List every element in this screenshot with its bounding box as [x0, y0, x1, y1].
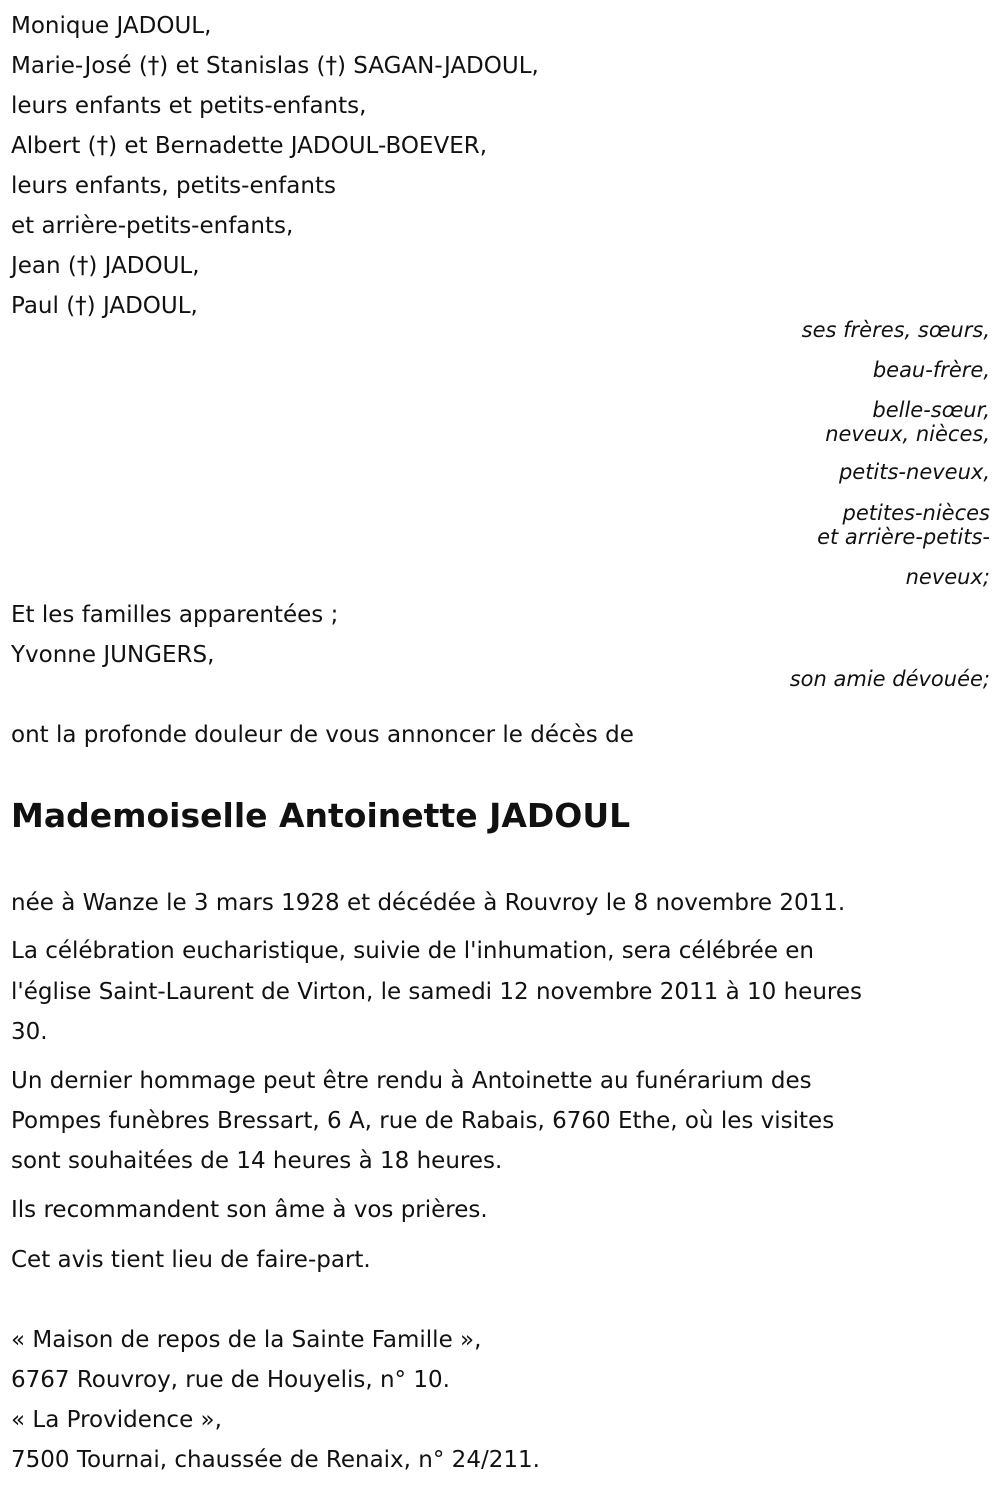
relation-line: neveux, nièces, — [825, 422, 990, 446]
relation-line: beau-frère, — [872, 358, 990, 382]
family-line: Jean (†) JADOUL, — [11, 253, 200, 279]
address-line: « La Providence », — [11, 1407, 222, 1433]
body-line: l'église Saint-Laurent de Virton, le samedi 12 novembre 2011 à 10 heures — [11, 979, 862, 1005]
body-line: Un dernier hommage peut être rendu à Antoinette au funérarium des — [11, 1068, 812, 1094]
families-line: Et les familles apparentées ; — [11, 602, 339, 628]
family-line: et arrière-petits-enfants, — [11, 213, 294, 239]
address-line: 7500 Tournai, chaussée de Renaix, n° 24/211. — [11, 1447, 540, 1473]
body-line: née à Wanze le 3 mars 1928 et décédée à Rouvroy le 8 novembre 2011. — [11, 890, 846, 916]
relation-line: petits-neveux, — [838, 460, 990, 484]
family-line: leurs enfants et petits-enfants, — [11, 93, 367, 119]
relation-line: neveux; — [905, 565, 990, 589]
relation-line: et arrière-petits- — [817, 525, 990, 549]
family-line: Marie-José (†) et Stanislas (†) SAGAN-JADOUL, — [11, 53, 539, 79]
address-line: « Maison de repos de la Sainte Famille », — [11, 1327, 482, 1353]
family-line: leurs enfants, petits-enfants — [11, 173, 336, 199]
deceased-name: Mademoiselle Antoinette JADOUL — [11, 796, 631, 835]
body-line: sont souhaitées de 14 heures à 18 heures. — [11, 1148, 503, 1174]
friend-name: Yvonne JUNGERS, — [11, 642, 215, 668]
body-line: La célébration eucharistique, suivie de l'inhumation, sera célébrée en — [11, 938, 815, 964]
body-line: Cet avis tient lieu de faire-part. — [11, 1247, 371, 1273]
address-line: 6767 Rouvroy, rue de Houyelis, n° 10. — [11, 1367, 450, 1393]
family-line: Albert (†) et Bernadette JADOUL-BOEVER, — [11, 133, 488, 159]
announcement: ont la profonde douleur de vous annoncer le décès de — [11, 722, 634, 748]
body-line: Pompes funèbres Bressart, 6 A, rue de Rabais, 6760 Ethe, où les visites — [11, 1108, 835, 1134]
body-line: Ils recommandent son âme à vos prières. — [11, 1197, 488, 1223]
family-line: Monique JADOUL, — [11, 13, 212, 39]
body-line: 30. — [11, 1019, 48, 1045]
friend-relation: son amie dévouée; — [789, 667, 990, 691]
relation-line: ses frères, sœurs, — [801, 318, 990, 342]
relation-line: belle-sœur, — [872, 398, 990, 422]
relation-line: petites-nièces — [842, 501, 990, 525]
family-line: Paul (†) JADOUL, — [11, 293, 198, 319]
